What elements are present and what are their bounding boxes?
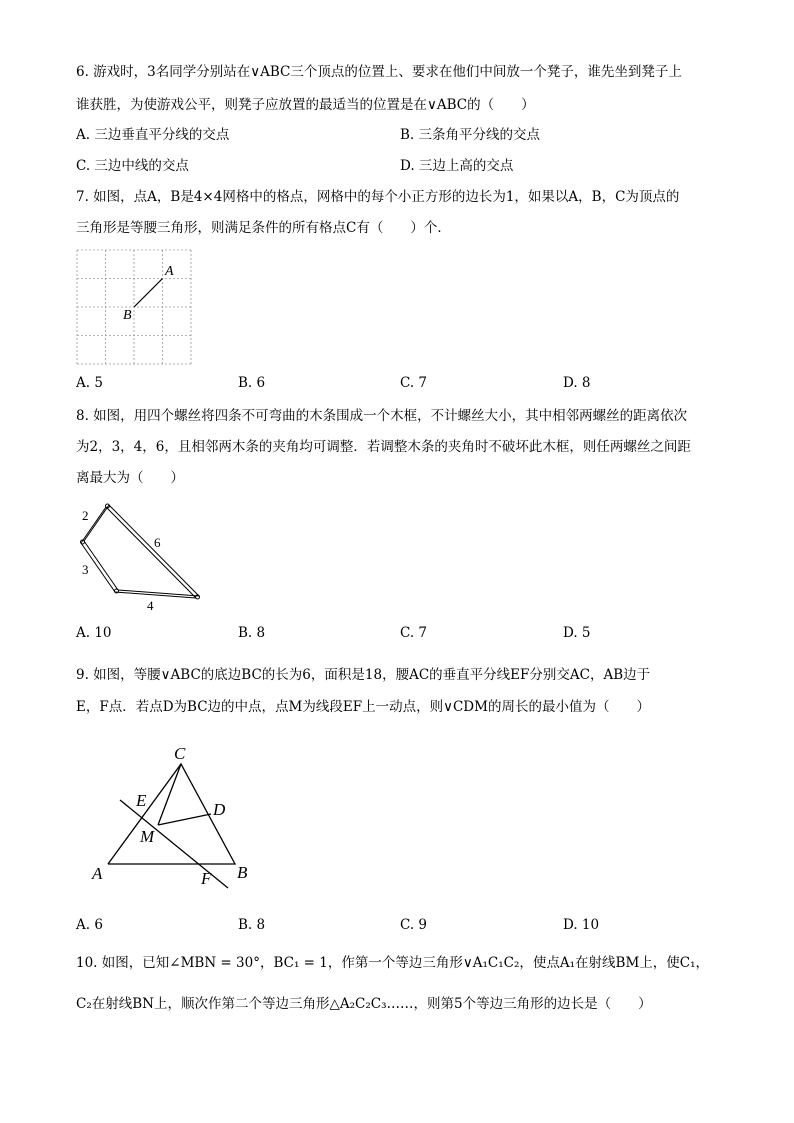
- q7-option-d: D. 8: [563, 375, 591, 391]
- q6-option-c: C. 三边中线的交点: [76, 158, 189, 174]
- segment-ab: [134, 279, 163, 308]
- q10-stem-line1: 10. 如图，已知∠MBN = 30°，BC₁ = 1，作第一个等边三角形∨A₁C₁C₂，使点A₁在射线BM上，使C₁，: [76, 955, 710, 971]
- q9-option-d: D. 10: [563, 917, 600, 933]
- label-a: A: [92, 864, 103, 883]
- length-label-6: 6: [154, 535, 161, 550]
- q8-stem-line1: 8. 如图，用四个螺丝将四条不可弯曲的木条围成一个木框，不计螺丝大小，其中相邻两螺丝的距离依次: [76, 408, 688, 424]
- q6-option-a: A. 三边垂直平分线的交点: [76, 127, 230, 143]
- q9-triangle-figure: [88, 740, 258, 890]
- q8-option-c: C. 7: [400, 625, 428, 641]
- label-b: B: [123, 308, 132, 323]
- q7-stem-line1: 7. 如图，点A，B是4×4网格中的格点，网格中的每个小正方形的边长为1，如果以A，B，C为顶点的: [76, 189, 680, 205]
- q8-wooden-frame-figure: [72, 500, 212, 615]
- label-c: C: [174, 744, 186, 763]
- q9-stem-line1: 9. 如图，等腰∨ABC的底边BC的长为6，面积是18，腰AC的垂直平分线EF分别交AC，AB边于: [76, 667, 651, 683]
- label-a: A: [165, 264, 174, 279]
- q6-stem-line2: 谁获胜，为使游戏公平，则凳子应放置的最适当的位置是在∨ABC的（ ）: [76, 97, 535, 113]
- q8-option-d: D. 5: [563, 625, 591, 641]
- length-label-3: 3: [82, 562, 89, 577]
- label-f: F: [201, 869, 212, 888]
- label-m: M: [140, 827, 155, 846]
- q7-stem-line2: 三角形是等腰三角形，则满足条件的所有格点C有（ ）个．: [76, 220, 451, 236]
- q7-option-b: B. 6: [238, 375, 266, 391]
- q9-stem-line2: E，F点．若点D为BC边的中点，点M为线段EF上一动点，则∨CDM的周长的最小值为（ ）: [76, 699, 650, 715]
- q8-option-a: A. 10: [76, 625, 112, 641]
- q7-option-c: C. 7: [400, 375, 428, 391]
- q7-grid-figure: [76, 248, 196, 366]
- q6-option-b: B. 三条角平分线的交点: [400, 127, 541, 143]
- label-b: B: [237, 863, 248, 882]
- length-label-4: 4: [147, 598, 154, 613]
- q6-stem-line1: 6. 游戏时，3名同学分别站在∨ABC三个顶点的位置上、要求在他们中间放一个凳子，谁先坐到凳子上: [76, 64, 682, 80]
- q6-option-d: D. 三边上高的交点: [400, 158, 514, 174]
- length-label-2: 2: [82, 508, 89, 523]
- q8-option-b: B. 8: [238, 625, 266, 641]
- q8-stem-line2: 为2，3，4，6，且相邻两木条的夹角均可调整．若调整木条的夹角时不破坏此木框，则任两螺丝之间距: [76, 439, 691, 455]
- q10-stem-line2: C₂在射线BN上，顺次作第二个等边三角形△A₂C₂C₃……，则第5个等边三角形的边长是（ ）: [76, 996, 652, 1012]
- q9-option-a: A. 6: [76, 917, 103, 933]
- label-e: E: [136, 791, 147, 810]
- q8-stem-line3: 离最大为（ ）: [76, 470, 184, 486]
- q7-option-a: A. 5: [76, 375, 103, 391]
- q9-option-c: C. 9: [400, 917, 428, 933]
- q9-option-b: B. 8: [238, 917, 266, 933]
- label-d: D: [213, 800, 226, 819]
